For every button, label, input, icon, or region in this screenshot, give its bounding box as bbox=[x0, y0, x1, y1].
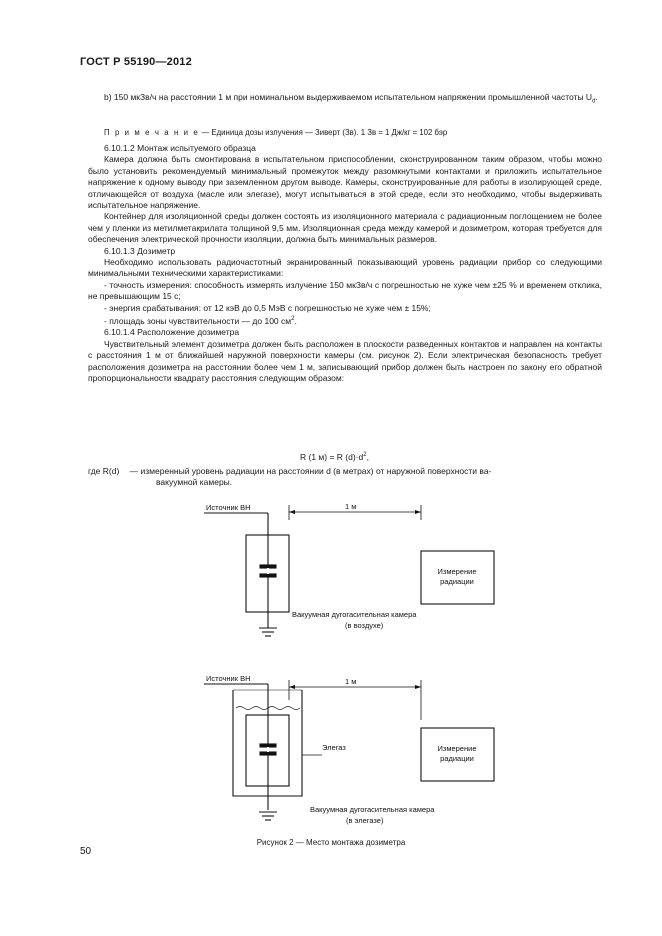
figure-caption: Рисунок 2 — Место монтажа дозиметра bbox=[256, 838, 406, 847]
list-item: - энергия срабатывания: от 12 кэВ до 0,5 МэВ с погрешностью не хуже чем ± 15%; bbox=[104, 302, 431, 313]
distance-label: 1 м bbox=[345, 677, 357, 686]
contact-lower bbox=[260, 574, 276, 577]
section-title: 6.10.1.2 Монтаж испытуемого образца bbox=[104, 143, 256, 153]
note-text: — Единица дозы излучения — Зиверт (Зв). 1 Зв = 1 Дж/кг = 102 бэр bbox=[199, 128, 448, 137]
section-title: 6.10.1.3 Дозиметр bbox=[104, 245, 176, 256]
chamber-label: (в воздухе) bbox=[345, 621, 384, 630]
gas-label: Элегаз bbox=[322, 743, 346, 752]
source-label: Источник ВН bbox=[206, 503, 251, 512]
where-lead: где R(d) bbox=[88, 466, 120, 476]
page-number: 50 bbox=[80, 846, 92, 857]
paragraph-camera: Камера должна быть смонтирована в испытательном приспособлении, сконструированном таким образом, чтобы можно было установить рекомендуемый минимальный промежуток между разомкнутыми контактами и приложить испытательное напряжение к одному выводу при заземленном другом выводе. Камеры, сконструированные для работы в изолирующей среде, отличающейся от воздуха (масле или элегазе), могут испытываться в этой среде, если это необходимо, чтобы выдерживать испытательное напряжение. bbox=[88, 154, 602, 211]
paragraph-b: b) 150 мкЗв/ч на расстоянии 1 м при номинальном выдерживаемом испытательном напряжении промышленной частоты $U_d$. bbox=[104, 92, 598, 105]
meter-label: Измерение bbox=[437, 744, 477, 753]
paragraph-dosimeter: Необходимо использовать радиочастотный экранированный показывающий уровень радиации прибор со следующими минимальными техническими характеристиками: bbox=[88, 257, 602, 279]
meter-label: радиации bbox=[440, 754, 474, 763]
meter-label: Измерение bbox=[437, 567, 477, 576]
paragraph-position: Чувствительный элемент дозиметра должен быть расположен в плоскости разведенных контактов и направлен на контакты с расстояния 1 м от ближайшей наружной поверхности камеры (см. рисунок 2). Если электрическая безопасность требует расположения дозиметра на расстоянии более чем 1 м, записывающий прибор должен быть настроен по закону его обратной пропорциональности квадрату расстояния следующим образом: bbox=[88, 338, 602, 383]
list-item: - точность измерения: способность измерять излучение 150 мкЗв/ч с погрешностью не хуже чем ±25 % и временем отклика, не превышающим 15 с; bbox=[88, 279, 602, 302]
note-lead: П р и м е ч а н и е bbox=[104, 128, 200, 137]
chamber-label: Вакуумная дугогасительная камера bbox=[292, 610, 417, 619]
meter-label: радиации bbox=[440, 577, 474, 586]
where-text: — измеренный уровень радиации на расстоянии d (в метрах) от наружной поверхности ва- bbox=[129, 466, 492, 476]
contact-upper bbox=[260, 565, 276, 568]
distance-label: 1 м bbox=[345, 502, 357, 511]
where-text-2: вакуумной камеры. bbox=[156, 477, 233, 488]
chamber-label: Вакуумная дугогасительная камера bbox=[310, 805, 435, 814]
formula: R (1 м) = R $(d)\cdot d^2$, bbox=[300, 452, 369, 462]
section-title: 6.10.1.4 Расположение дозиметра bbox=[104, 327, 240, 338]
chamber-label: (в элегазе) bbox=[346, 816, 384, 825]
list-item: - площадь зоны чувствительности — до 100 $см^2$. bbox=[104, 315, 297, 326]
document-header: ГОСТ Р 55190—2012 bbox=[80, 56, 192, 68]
paragraph-container: Контейнер для изоляционной среды должен состоять из изоляционного материала с радиационным поглощением не более чем у пленки из метилметакрилата толщиной 9,5 мм. Изоляционная среда между камерой и дозиметром, которая требуется для обеспечения электрической прочности изоляции, должна быть минимальных размеров. bbox=[88, 211, 602, 245]
source-label: Источник ВН bbox=[206, 674, 251, 683]
